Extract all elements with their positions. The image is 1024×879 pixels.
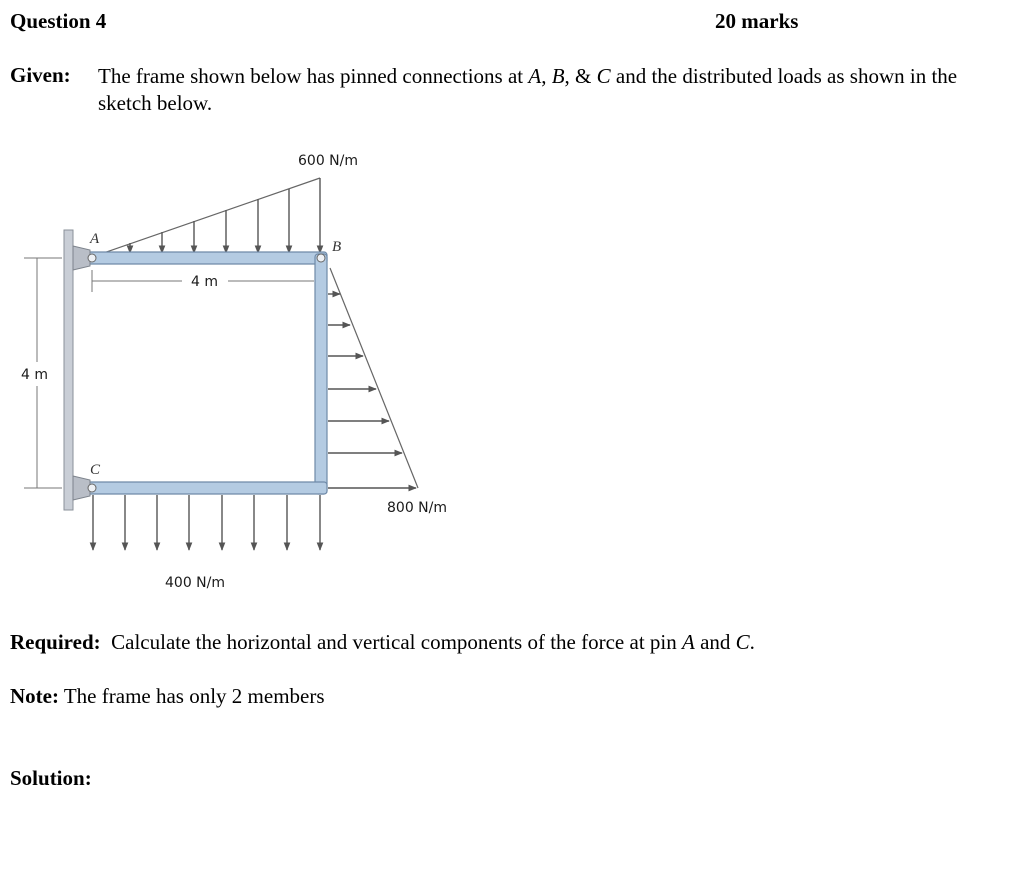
given-text-post: and the distributed loads as shown in the sketch below. [98,64,958,115]
frame-figure [0,140,480,600]
load-label-right: 800 N/m [387,500,447,516]
required-text-pre: Calculate the horizontal and vertical components of the force at pin [111,630,682,654]
required-and: and [694,630,736,654]
required-pin-a: A [682,630,695,654]
given-label: Given: [10,63,71,87]
pin-support-a [73,246,96,270]
member-bc-vertical [315,254,327,494]
question-title: Question 4 [10,9,107,33]
given-pin-b: B [551,64,565,88]
dimension-label-horizontal: 4 m [191,274,218,290]
solution-label: Solution: [10,766,92,790]
load-label-top: 600 N/m [298,153,358,169]
required-pin-c: C [735,630,750,654]
dimension-label-vertical: 4 m [21,367,48,383]
member-ab [85,252,327,264]
point-label-c: C [90,462,101,478]
top-distributed-load [92,178,320,257]
given-pin-c: C [596,64,611,88]
support-wall [64,230,73,510]
load-label-bottom: 400 N/m [165,575,225,591]
pin-b [317,254,325,262]
required-line [10,630,755,655]
note-line [10,684,325,709]
given-text-pre: The frame shown below has pinned connections at [98,64,529,88]
bottom-distributed-load [93,495,320,550]
given-sep-2: , & [564,64,597,88]
note-label: Note: [10,684,59,708]
marks-label: 20 marks [715,9,799,33]
point-label-a: A [90,231,100,247]
right-distributed-load [328,268,418,488]
note-text: The frame has only 2 members [63,684,325,708]
given-pin-a: A [528,64,542,88]
required-end: . [749,630,755,654]
required-label: Required: [10,630,101,654]
given-sep-1: , [541,64,552,88]
given-text [98,63,1013,117]
member-bc-horizontal [85,482,327,494]
point-label-b: B [332,239,342,255]
